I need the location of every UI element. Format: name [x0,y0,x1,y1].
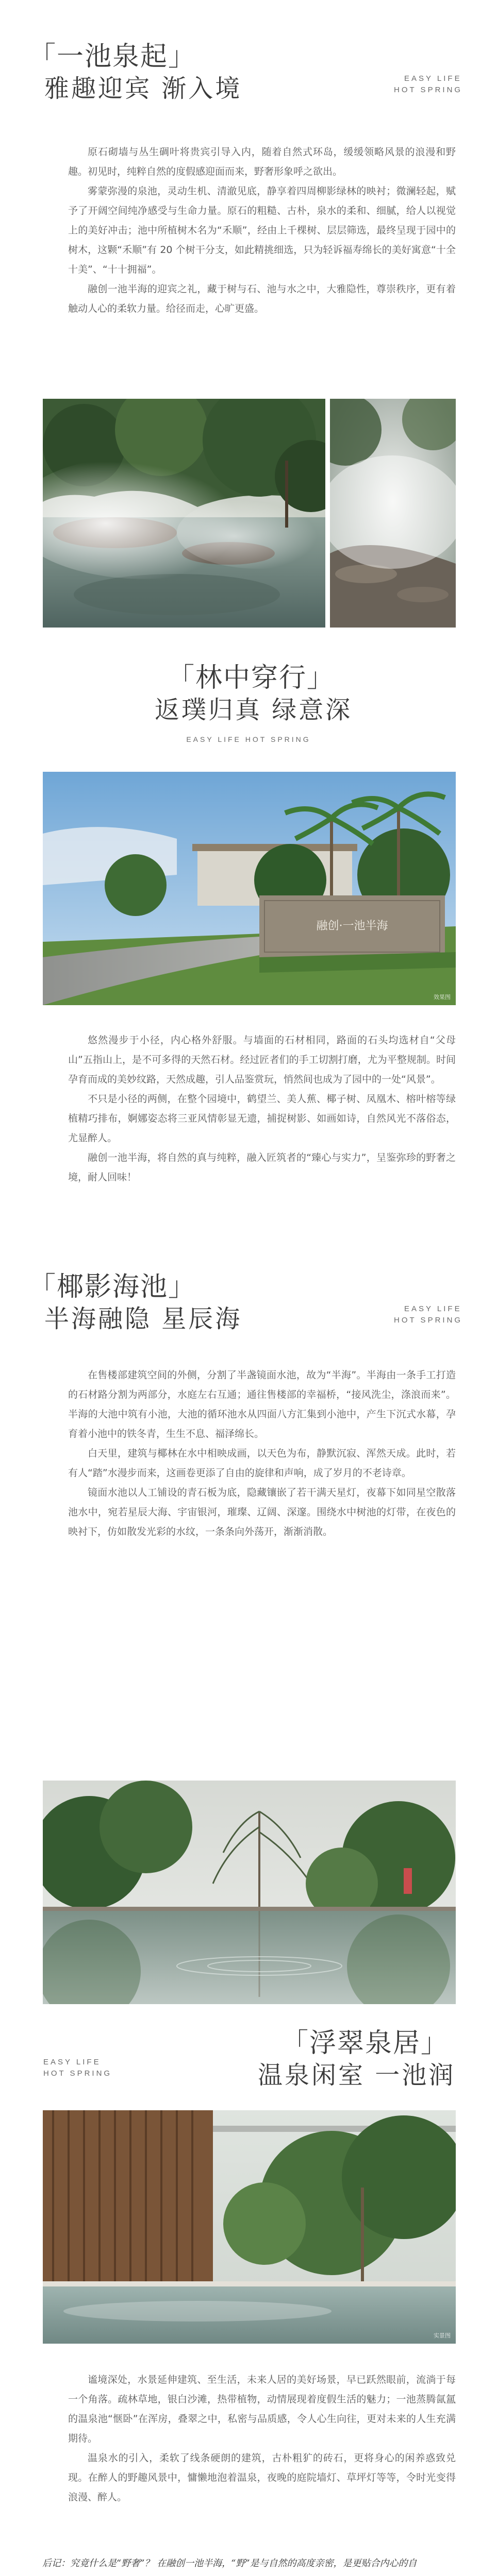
section1-heading [29,40,242,104]
section3-tag-line2: HOT SPRING [394,1316,463,1325]
section4-tag-line2: HOT SPRING [43,2069,112,2078]
mirror-pool-photo [43,1781,456,2004]
section1-tag [394,73,462,96]
section3-paragraph-1: 在售楼部建筑空间的外侧，分割了半盏镜面水池，故为“半海”。半海由一条手工打造的石材路分割为两部分，水庭左右互通；通往售楼部的幸福桥，“接风洗尘，涤浪而来”。半海的大池中筑有小池，大池的循环池水从四面八方汇集到小池中，产生下沉式水幕，孕育着小池中的铁冬青，生生不息、福泽绵长。 [68,1369,456,1439]
section2-body [68,1030,456,1187]
garden-pool-photo [43,399,325,628]
section1-body [68,142,456,318]
section3-subtitle: 半海融隐 星辰海 [44,1304,242,1333]
hot-spring-pavilion-illustration [43,2110,456,2344]
pavilion-photo-credit: 实景图 [434,2332,451,2339]
section3-paragraph-3: 镜面水池以人工铺设的青石板为底，隐藏镶嵌了若干满天星灯，夜幕下如同星空散落池水中，宛若星辰大海、宇宙银河，璀璨、辽阔、深邃。围绕水中树池的灯带，在夜色的映衬下，仿如散发光彩的水纹，一条条向外荡开，渐渐消散。 [68,1487,456,1537]
entrance-sign-photo [43,772,456,1005]
section1-subtitle: 雅趣迎宾 渐入境 [44,74,242,103]
section4-tag [43,2057,112,2079]
section3-heading [29,1270,242,1334]
sign-text: 融创·一池半海 [316,920,388,933]
section2-heading [155,662,353,725]
mirror-pool-illustration [43,1781,456,2004]
section3-paragraph-2: 白天里，建筑与椰林在水中相映成画，以天色为布，静默沉寂、浑然天成。此时，若有人“踏”水漫步而来，这画卷更添了自由的旋律和声响，成了岁月的不老诗章。 [68,1448,456,1479]
section3-tag-line1: EASY LIFE [404,1304,462,1313]
section2-subtitle: 返璞归真 绿意深 [155,696,353,724]
mist-stream-illustration [330,399,456,628]
section2-title: 「林中穿行」 [167,663,335,693]
section2-paragraph-2: 不只是小径的两侧，在整个园境中，鹤望兰、美人蕉、椰子树、凤凰木、榕叶榕等绿植精巧排布，婀娜姿态将三亚风情彰显无遗，捕捉树影、如画如诗，自然风光不落俗态，尤显醉人。 [68,1093,456,1144]
garden-pool-illustration [43,399,325,628]
section2-paragraph-1: 悠然漫步于小径，内心格外舒服。与墙面的石材相同，路面的石头均选材自“父母山”五指山上，是不可多得的天然石材。经过匠者们的手工切割打磨，尤为平整规制。时间孕育而成的美妙纹路，天然成趣，引人品鉴赏玩，悄然间也成为了园中的一处“风景”。 [68,1035,456,1085]
section1-paragraph-1: 原石砌墙与丛生碉叶将贵宾引导入内，随着自然式环岛，缓缓领略风景的浪漫和野趣。初见时，纯粹自然的度假感迎面而来，野奢形象呼之欲出。 [68,146,456,177]
section4-tag-line1: EASY LIFE [43,2058,101,2066]
section4-title: 「浮翠泉居」 [281,2028,449,2059]
section2-paragraph-3: 融创一池半海，将自然的真与纯粹，融入匠筑者的“臻心与实力”，呈鉴弥珍的野奢之境，耐人回味！ [68,1152,456,1183]
entrance-sign-illustration [43,772,456,1005]
section3-title: 「椰影海池」 [29,1272,196,1302]
section1-paragraph-2: 雾蒙弥漫的泉池，灵动生机、清澈见底，静享着四周柳影绿林的映衬；微澜轻起，赋予了开阔空间纯净感受与生命力量。原石的粗糙、古朴，泉水的柔和、细腻，给人以视觉上的美好冲击；池中所植树木名为“禾顺”，经由上千棵树、层层筛选，最终呈现于园中的树木，这颗“禾顺”有 20 个树干分支，如此精挑细选，只为轻诉福寿绵长的美好寓意“十全十美”、“十十拥福”。 [68,185,456,275]
afterword-note: 后记：究竟什么是“野奢”？ 在融创一池半海，“野”是与自然的高度亲密，是更贴合内心的自 [42,2558,417,2569]
section4-heading [258,2027,469,2091]
section4-paragraph-2: 温泉水的引入，柔软了线条硬朗的建筑，古朴粗犷的砖石，更将身心的闲养惑致兑现。在醉人的野趣风景中，慵懒地泡着温泉，夜晚的庭院墙灯、草坪灯等等，令时光变得浪漫、醉人。 [68,2452,456,2503]
hot-spring-pavilion-photo [43,2110,456,2344]
section2-tag: EASY LIFE HOT SPRING [186,735,311,743]
section4-subtitle: 温泉闲室 一池润 [258,2061,456,2090]
entrance-photo-credit: 效果图 [434,994,451,1001]
section1-tag-line1: EASY LIFE [404,74,462,83]
section1-tag-line2: HOT SPRING [394,86,463,94]
section4-paragraph-1: 谧境深处，水景延伸建筑、至生活，未来人居的美好场景，早已跃然眼前，流淌于每一个角落。疏林草地，银白沙滩，热带植物，动情展现着度假生活的魅力；一池蒸腾氤氲的温泉池“惬卧”在浑房，叠翠之中，私密与品质感，令人心生向往，更对未来的人生充满期待。 [68,2374,456,2444]
section1-title: 「一池泉起」 [29,41,196,72]
section4-body [68,2370,456,2507]
section1-paragraph-3: 融创一池半海的迎宾之礼，藏于树与石、池与水之中，大雅隐性，尊崇秩序，更有着触动人心的柔软力量。给径而走，心旷更盛。 [68,283,456,314]
mist-stream-photo [330,399,456,628]
section3-tag [394,1303,462,1326]
section3-body [68,1365,456,1541]
